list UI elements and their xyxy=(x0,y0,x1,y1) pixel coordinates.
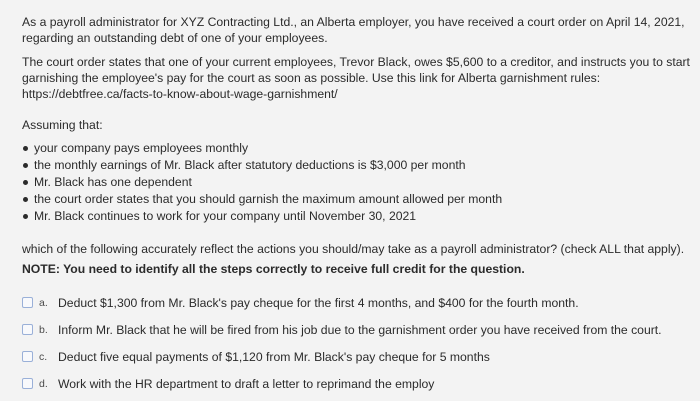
option-letter: d. xyxy=(39,378,48,390)
assumption-text: the monthly earnings of Mr. Black after statutory deductions is $3,000 per month xyxy=(34,158,466,172)
bullet-icon xyxy=(23,214,28,219)
assumption-text: Mr. Black has one dependent xyxy=(34,175,192,189)
list-item xyxy=(22,208,692,225)
checkbox-icon[interactable] xyxy=(22,378,33,389)
assumption-text: your company pays employees monthly xyxy=(34,141,249,155)
option-text: Work with the HR department to draft a letter to reprimand the employ xyxy=(58,377,435,391)
option-text: Deduct $1,300 from Mr. Black's pay cheque for the first 4 months, and $400 for the fourth month. xyxy=(58,296,579,310)
bullet-icon xyxy=(23,163,28,168)
option-d[interactable] xyxy=(22,377,692,401)
bullet-icon xyxy=(23,146,28,151)
option-letter: a. xyxy=(39,297,48,309)
assumption-text: Mr. Black continues to work for your company until November 30, 2021 xyxy=(34,209,417,223)
assuming-label: Assuming that: xyxy=(22,118,103,132)
list-item xyxy=(22,191,692,208)
option-text: Inform Mr. Black that he will be fired from his job due to the garnishment order you have received from the court. xyxy=(58,323,662,337)
question-note: NOTE: You need to identify all the steps correctly to receive full credit for the question. xyxy=(22,262,525,276)
option-letter: b. xyxy=(39,324,48,336)
list-item xyxy=(22,157,692,174)
assumptions-list xyxy=(22,140,692,225)
checkbox-icon[interactable] xyxy=(22,297,33,308)
court-order-paragraph: The court order states that one of your current employees, Trevor Black, owes $5,600 to a creditor, and instructs you to start garnishing the employee's pay for the court as soon as possible. Use this link for Alberta garnishment rules: https://debtfree.ca/facts-to-know-about-wage-garnishment/ xyxy=(22,55,690,101)
checkbox-icon[interactable] xyxy=(22,351,33,362)
answer-options xyxy=(22,296,692,401)
list-item xyxy=(22,140,692,157)
assumption-text: the court order states that you should garnish the maximum amount allowed per month xyxy=(34,192,503,206)
bullet-icon xyxy=(23,197,28,202)
checkbox-icon[interactable] xyxy=(22,324,33,335)
question-prompt: which of the following accurately reflect the actions you should/may take as a payroll administrator? (check ALL that apply). xyxy=(22,242,685,256)
option-text: Deduct five equal payments of $1,120 from Mr. Black's pay cheque for 5 months xyxy=(58,350,490,364)
question-intro-paragraph: As a payroll administrator for XYZ Contracting Ltd., an Alberta employer, you have received a court order on April 14, 2021, regarding an outstanding debt of one of your employees. xyxy=(22,15,685,45)
option-c[interactable] xyxy=(22,350,692,377)
option-b[interactable] xyxy=(22,323,692,350)
option-a[interactable] xyxy=(22,296,692,323)
option-letter: c. xyxy=(39,351,48,363)
list-item xyxy=(22,174,692,191)
bullet-icon xyxy=(23,180,28,185)
